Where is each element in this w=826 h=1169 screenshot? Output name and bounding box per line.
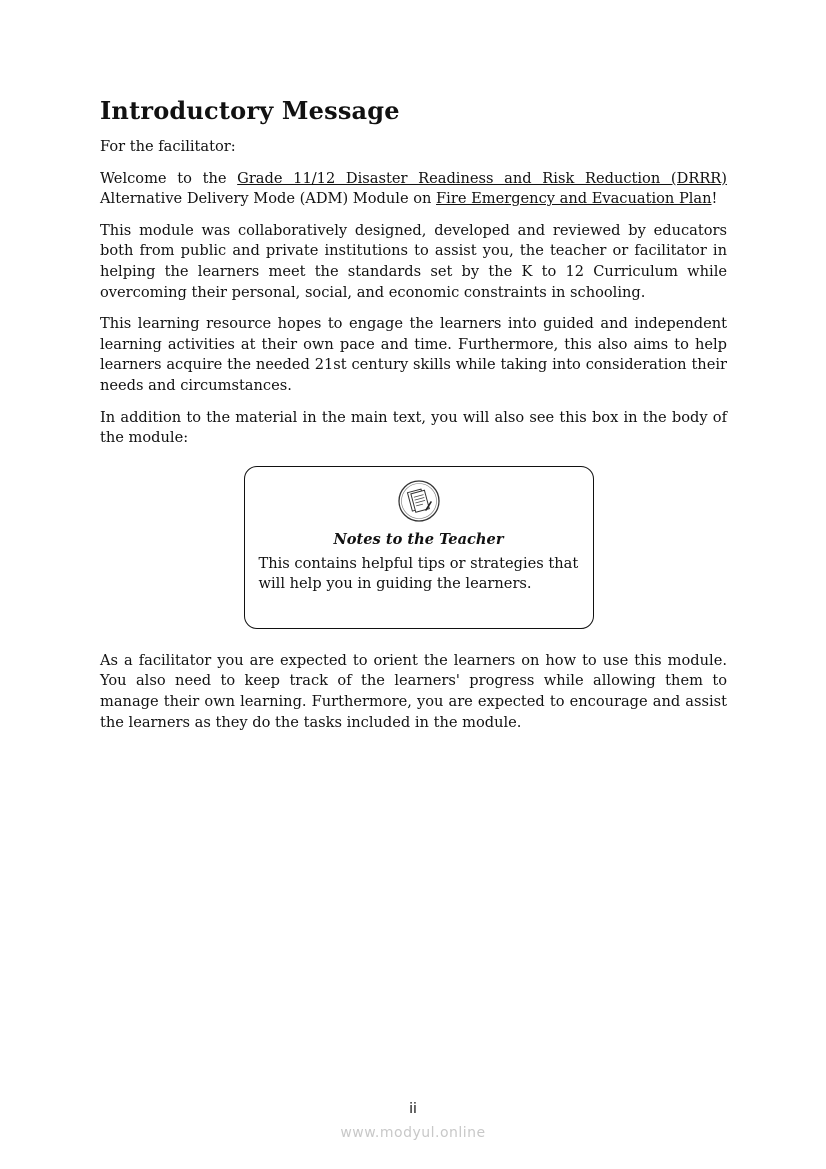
note-box-title: Notes to the Teacher bbox=[333, 530, 504, 548]
document-page bbox=[100, 96, 727, 744]
welcome-post: ! bbox=[711, 190, 718, 208]
welcome-mid: Alternative Delivery Mode (ADM) Module on bbox=[100, 190, 437, 208]
module-topic: Fire Emergency and Evacuation Plan bbox=[436, 190, 712, 208]
note-box-body: This contains helpful tips or strategies that will help you in guiding the learners. bbox=[258, 554, 579, 592]
welcome-paragraph bbox=[100, 169, 727, 210]
notes-to-teacher-box bbox=[244, 466, 594, 629]
module-description-paragraph: This module was collaboratively designed, developed and reviewed by educators both from public and private institutions to assist you, the teacher or facilitator in helping the learners meet the standards set by the K to 12 Curriculum while overcoming their personal, social, and economic constraints in schooling. bbox=[100, 221, 727, 301]
notes-icon bbox=[397, 479, 441, 523]
facilitator-role-paragraph: As a facilitator you are expected to orient the learners on how to use this module. You also need to keep track of the learners' progress while allowing them to manage their own learning. Furthermore, you are expected to encourage and assist the learners as they do the tasks included in the module. bbox=[100, 651, 727, 731]
module-name: Grade 11/12 Disaster Readiness and Risk Reduction (DRRR) bbox=[237, 169, 727, 187]
learning-resource-paragraph: This learning resource hopes to engage the learners into guided and independent learning activities at their own pace and time. Furthermore, this also aims to help learners acquire the needed 21st century skills while taking into consideration their needs and circumstances. bbox=[100, 315, 727, 394]
page-number: ii bbox=[409, 1101, 417, 1117]
welcome-pre: Welcome to the bbox=[100, 169, 238, 187]
page-title: Introductory Message bbox=[100, 96, 400, 125]
facilitator-salutation: For the facilitator: bbox=[100, 138, 236, 155]
box-intro-paragraph: In addition to the material in the main text, you will also see this box in the body of the module: bbox=[100, 408, 727, 447]
watermark: www.modyul.online bbox=[340, 1125, 486, 1141]
